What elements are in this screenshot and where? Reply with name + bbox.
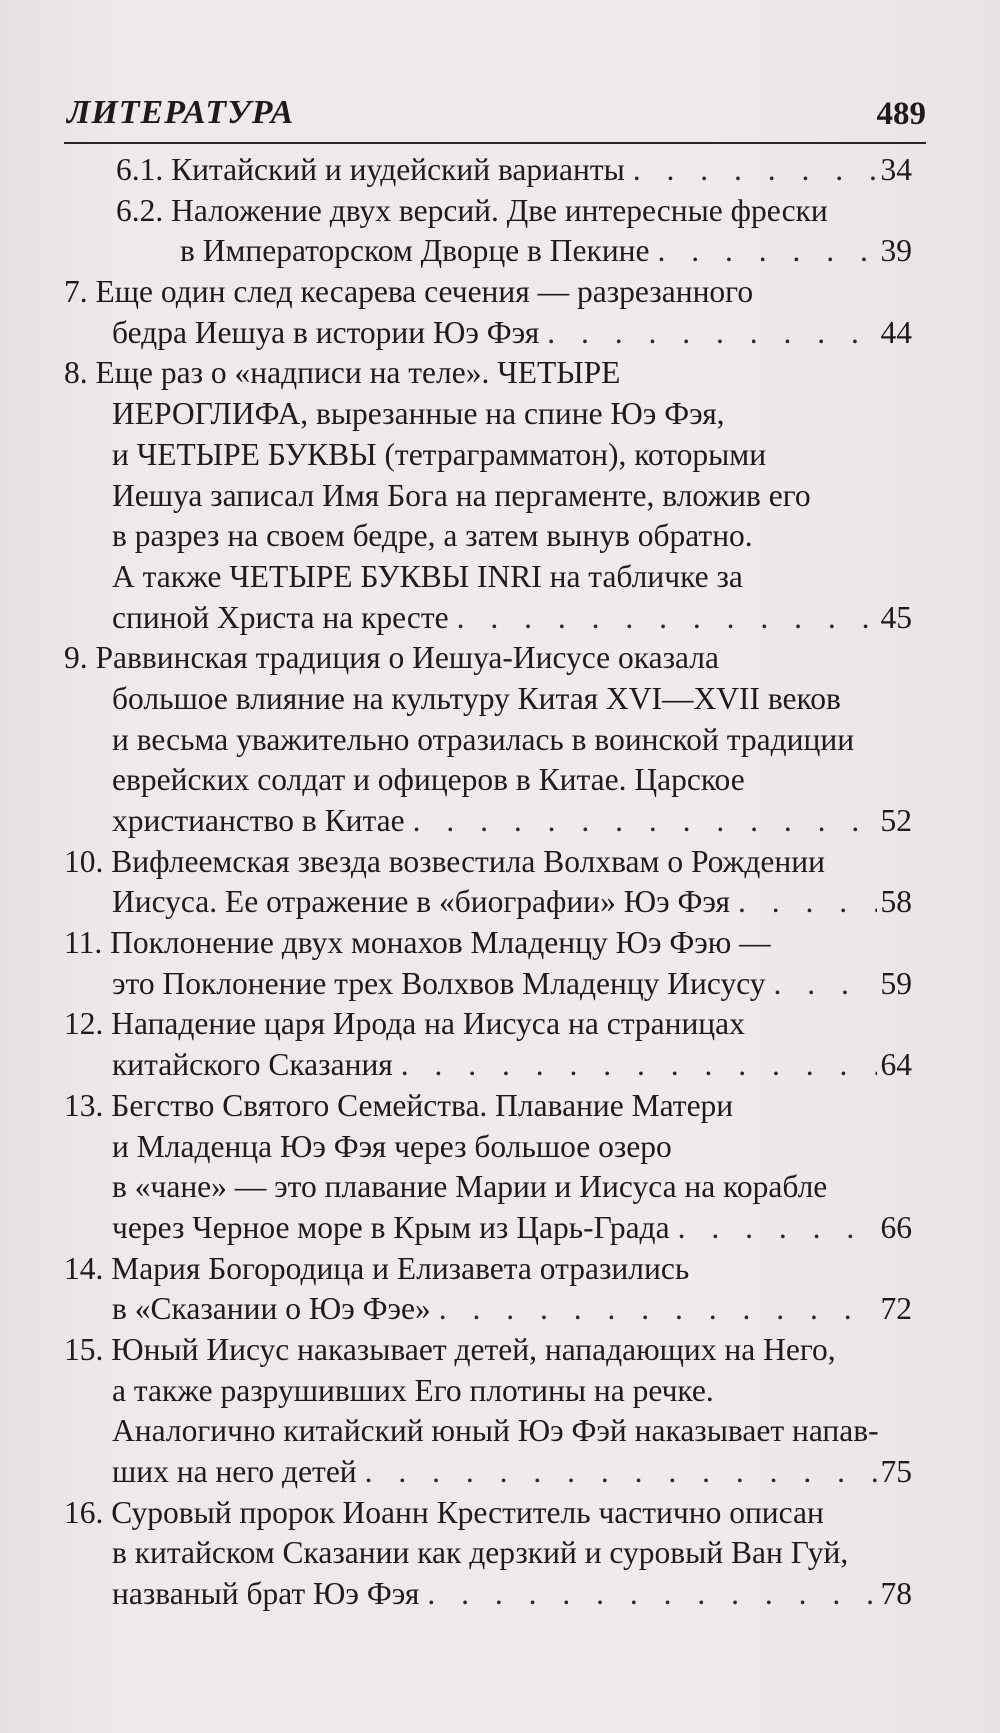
table-of-contents [0,150,1000,1615]
toc-entry [0,191,1000,272]
toc-line [0,1208,1000,1249]
toc-entry-text: 10. Вифлеемская звезда возвестила Волхвам о Рождении [64,843,825,879]
toc-entry-text: китайского Сказания [112,1047,393,1083]
toc-entry-text: 14. Мария Богородица и Елизавета отразились [64,1250,690,1286]
toc-line [0,394,1000,435]
toc-line [0,1167,1000,1208]
toc-line [0,1249,1000,1290]
toc-entry-text: через Черное море в Крым из Царь-Града [112,1209,670,1245]
toc-entry-text: в «чане» — это плавание Марии и Иисуса на корабле [112,1169,828,1205]
toc-entry-text: 16. Суровый пророк Иоанн Креститель частично описан [64,1494,824,1530]
toc-line [0,1533,1000,1574]
toc-entry-text: 8. Еще раз о «надписи на теле». ЧЕТЫРЕ [64,355,621,391]
toc-entry [0,842,1000,923]
toc-line [0,476,1000,517]
toc-entry [0,272,1000,353]
toc-entry-text: Иешуа записал Имя Бога на пергаменте, вложив его [112,477,811,513]
dot-leader [449,598,877,639]
toc-entry [0,923,1000,1004]
toc-entry-text: ИЕРОГЛИФА, вырезанные на спине Юэ Фэя, [112,396,725,432]
dot-leader [766,964,877,1005]
toc-entry-text: 12. Нападение царя Ирода на Иисуса на страницах [64,1006,745,1042]
page-number: 489 [876,96,926,132]
toc-entry-text: в Императорском Дворце в Пекине [180,233,650,269]
toc-entry-text: и Младенца Юэ Фэя через большое озеро [112,1128,672,1164]
toc-line [0,1004,1000,1045]
toc-line [0,231,1000,272]
toc-entry-text: Аналогично китайский юный Юэ Фэй наказывает напав- [112,1413,879,1449]
dot-leader [670,1208,877,1249]
toc-line [0,1289,1000,1330]
dot-leader [357,1452,877,1493]
toc-line [0,191,1000,232]
toc-entry [0,1086,1000,1249]
toc-entry-text: и ЧЕТЫРЕ БУКВЫ (тетраграмматон), которыми [112,436,767,472]
toc-entry-text: это Поклонение трех Волхвов Младенцу Иисусу [112,965,766,1001]
dot-leader [625,150,877,191]
toc-entry [0,638,1000,841]
toc-entry [0,1493,1000,1615]
toc-page-number: 44 [880,314,912,350]
dot-leader [393,1045,877,1086]
toc-entry-text: в разрез на своем бедре, а затем вынув обратно. [112,518,753,554]
toc-entry [0,1004,1000,1085]
toc-line [0,1127,1000,1168]
toc-page-number: 58 [880,884,912,920]
toc-line [0,720,1000,761]
toc-entry-text: христианство в Китае [112,803,405,838]
toc-line [0,1086,1000,1127]
toc-entry-text: еврейских солдат и офицеров в Китае. Царское [112,762,745,798]
toc-line [0,1452,1000,1493]
toc-entry-text: 6.1. Китайский и иудейский варианты [116,152,625,187]
toc-entry-text: 6.2. Наложение двух версий. Две интересные фрески [116,192,828,228]
toc-entry-text: в китайском Сказании как дерзкий и суровый Ван Гуй, [112,1535,849,1571]
toc-line [0,638,1000,679]
toc-entry-text: 9. Раввинская традиция о Иешуа-Иисусе оказала [64,640,719,676]
toc-page-number: 72 [880,1291,912,1327]
toc-line [0,557,1000,598]
toc-entry-text: большое влияние на культуру Китая XVI—XVII веков [112,680,841,716]
toc-page-number: 66 [880,1209,912,1245]
toc-line [0,842,1000,883]
toc-line [0,964,1000,1005]
toc-page-number: 59 [880,965,912,1001]
toc-line [0,516,1000,557]
toc-entry [0,150,1000,191]
toc-entry [0,1330,1000,1493]
toc-page-number: 75 [880,1454,912,1489]
toc-line [0,923,1000,964]
toc-entry-text: спиной Христа на кресте [112,599,449,635]
toc-line [0,1330,1000,1371]
dot-leader [730,882,876,923]
toc-entry-text: а также разрушивших Его плотины на речке. [112,1372,714,1408]
dot-leader [431,1289,877,1330]
running-header-title: ЛИТЕРАТУРА [67,94,295,131]
toc-page-number: 34 [880,152,912,187]
toc-line [0,801,1000,842]
toc-line [0,150,1000,191]
toc-line [0,598,1000,639]
toc-line [0,679,1000,720]
toc-page-number: 39 [880,233,912,269]
toc-entry-text: бедра Иешуа в истории Юэ Фэя [112,314,540,350]
toc-line [0,272,1000,313]
toc-page-number: 64 [880,1047,912,1083]
running-header [64,92,926,144]
toc-line [0,1411,1000,1452]
toc-page-number: 45 [880,599,912,635]
dot-leader [539,313,876,354]
toc-line [0,435,1000,476]
toc-entry-text: ших на него детей [112,1454,357,1489]
toc-line [0,1371,1000,1412]
toc-entry-text: 13. Бегство Святого Семейства. Плавание Матери [64,1087,734,1123]
toc-entry-text: 15. Юный Иисус наказывает детей, нападающих на Него, [64,1331,836,1367]
toc-line [0,882,1000,923]
toc-line [0,353,1000,394]
toc-line [0,1493,1000,1534]
dot-leader [650,231,877,272]
toc-entry-text: 7. Еще один след кесарева сечения — разрезанного [64,274,754,310]
toc-entry-text: А также ЧЕТЫРЕ БУКВЫ INRI на табличке за [112,558,743,594]
toc-entry-text: Иисуса. Ее отражение в «биографии» Юэ Фэя [112,884,731,920]
toc-line [0,760,1000,801]
toc-line [0,1045,1000,1086]
dot-leader [419,1574,876,1615]
toc-entry-text: названый брат Юэ Фэя [112,1576,420,1612]
toc-entry [0,353,1000,638]
toc-page-number: 52 [880,803,912,838]
dot-leader [405,801,877,842]
toc-entry-text: 11. Поклонение двух монахов Младенцу Юэ Фэю — [64,925,771,961]
toc-page-number: 78 [880,1576,912,1612]
toc-entry-text: и весьма уважительно отразилась в воинской традиции [112,721,855,757]
toc-line [0,1574,1000,1615]
toc-line [0,313,1000,354]
toc-entry [0,1249,1000,1330]
toc-entry-text: в «Сказании о Юэ Фэе» [112,1291,431,1327]
